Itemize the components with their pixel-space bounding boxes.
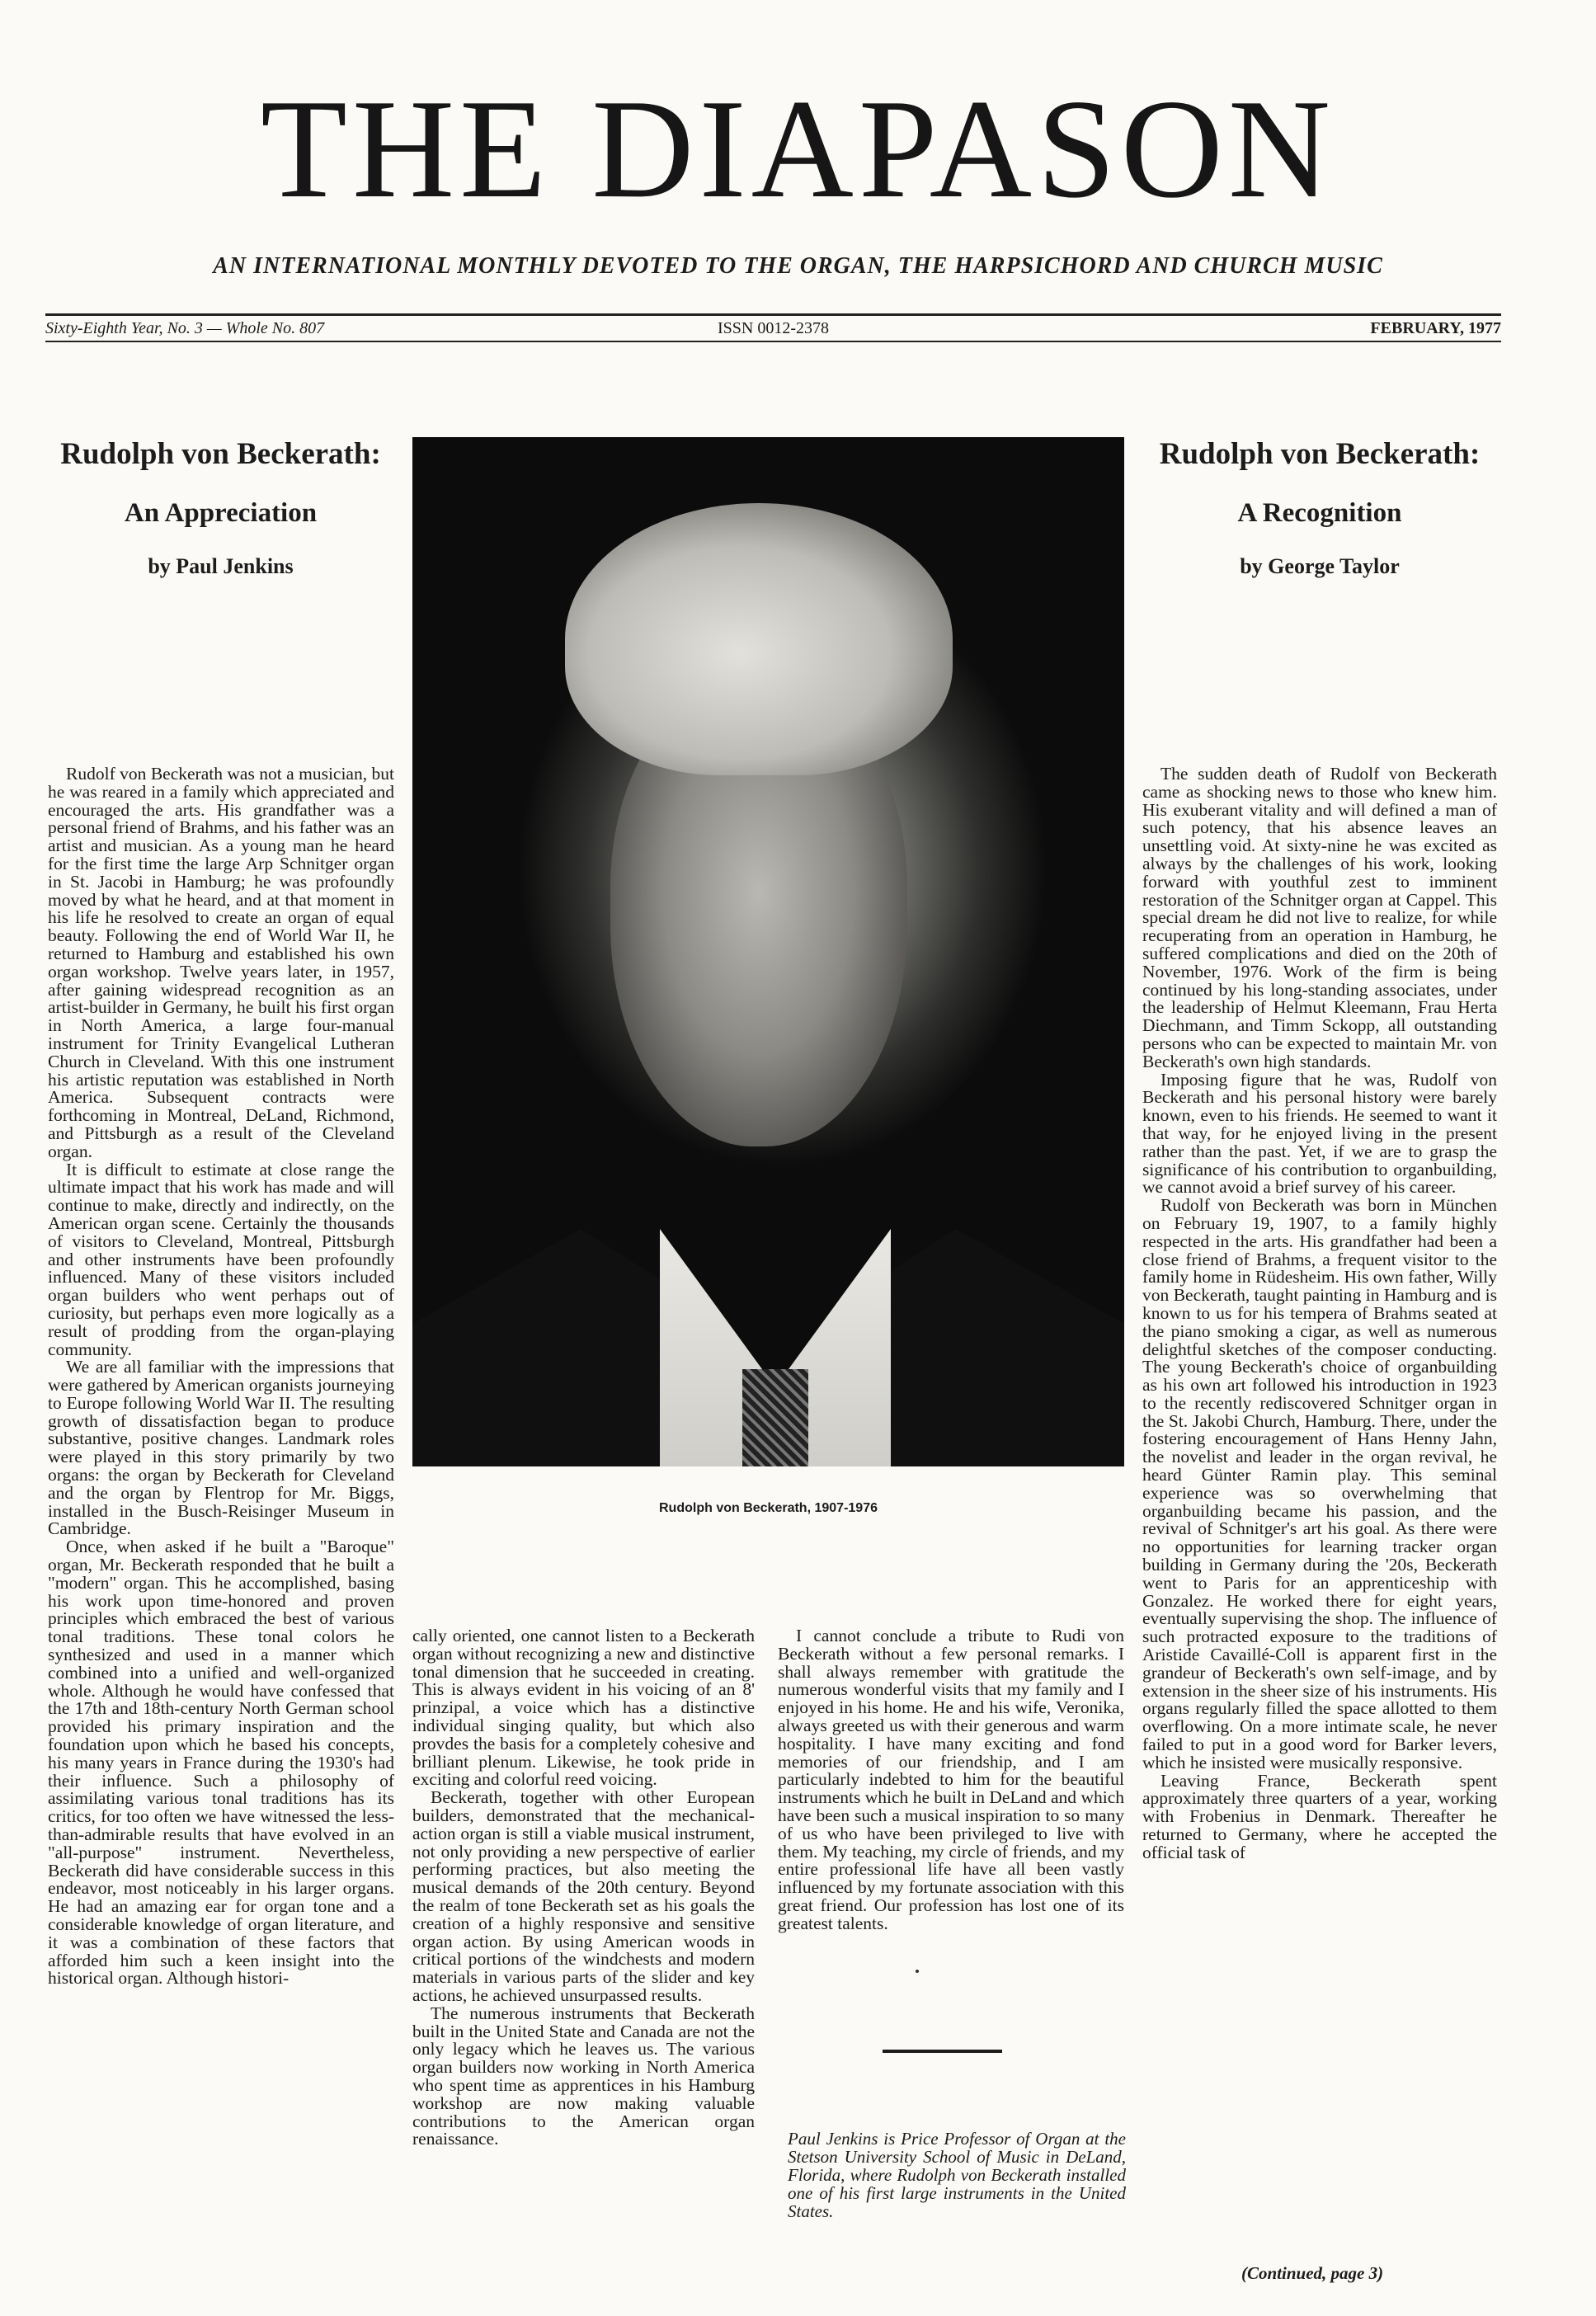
column-appreciation-2 bbox=[412, 1627, 755, 2149]
photo-coat-left bbox=[412, 1229, 693, 1466]
photo-tie bbox=[742, 1369, 808, 1466]
paragraph: Beckerath, together with other European builders, demonstrated that the mechanical-action organ is still a viable musical instrument, not only providing a new perspective of earlier performing practices, but also meeting the musical demands of the 20th century. Beyond the realm of tone Beckerath set as his goals the creation of a highly responsive and sensitive organ action. By using American woods in critical portions of the windchests and modern materials in various parts of the slider and key actions, he achieved unsurpassed results. bbox=[412, 1787, 755, 2005]
left-article-heading bbox=[45, 0, 396, 577]
section-divider bbox=[883, 2050, 1002, 2053]
paragraph: The sudden death of Rudolf von Beckerath came as shocking news to those who knew him. His exuberant vitality and will defined a man of such potency, that his absence leaves an unsettling void. At sixty-nine he was excited as always by the challenges of his work, looking forward with youthful zest to imminent restoration of the Schnitger organ at Cappel. This special dream he did not live to realize, for while recuperating from an operation in Hamburg, he suffered complications and died on the 20th of November, 1976. Work of the firm is being continued by his long-standing associates, under the leadership of Helmut Kleemann, Frau Herta Diechmann, and Timm Sckopp, all outstanding persons who can be expected to maintain Mr. von Beckerath's own high standards. bbox=[1142, 764, 1497, 1071]
issue-volume: Sixty-Eighth Year, No. 3 — Whole No. 807 bbox=[45, 319, 325, 337]
issue-date: FEBRUARY, 1977 bbox=[1370, 319, 1501, 337]
right-article-heading bbox=[1142, 0, 1497, 577]
paragraph: Rudolf von Beckerath was not a musician, but he was reared in a family which appreciated and encouraged the arts. His grandfather was a personal friend of Brahms, and his father was an artist and musician. As a young man he heard for the first time the large Arp Schnitger organ in St. Jacobi in Hamburg; he was profoundly moved by what he heard, and at that moment in his life he resolved to create an organ of equal beauty. Following the end of World War II, he returned to Hamburg and established his own organ workshop. Twelve years later, in 1957, after gaining widespread recognition as an artist-builder in Germany, he built his first organ in North America, a large four-manual instrument for Trinity Evangelical Lutheran Church in Cleveland. With this one instrument his artistic reputation was established in North America. Subsequent contracts were forthcoming in Montreal, DeLand, Richmond, and Pittsburgh as a result of the Cleveland organ. bbox=[48, 764, 394, 1161]
paragraph: It is difficult to estimate at close range the ultimate impact that his work has made and will continue to make, directly and indirectly, on the American organ scene. Certainly the thousands of visitors to Cleveland, Montreal, Pittsburgh and other instruments have been profoundly influenced. Many of these visitors included organ builders who went perhaps out of curiosity, but perhaps even more logically as a result of prodding from the organ-playing community. bbox=[48, 1159, 394, 1359]
tagline: AN INTERNATIONAL MONTHLY DEVOTED TO THE ORGAN, THE HARPSICHORD AND CHURCH MUSIC bbox=[213, 253, 1383, 279]
paragraph: The numerous instruments that Beckerath built in the United State and Canada are not the only legacy which he leaves us. The various organ builders now working in North America who spent time as apprentices in his Hamburg workshop are now making valuable contributions to the American organ renaissance. bbox=[412, 2003, 755, 2149]
portrait-photo bbox=[412, 437, 1124, 1466]
column-appreciation-3 bbox=[778, 1627, 1124, 1933]
column-appreciation-1 bbox=[48, 765, 394, 1988]
photo-hair bbox=[565, 503, 953, 775]
photo-caption: Rudolph von Beckerath, 1907-1976 bbox=[659, 1501, 878, 1515]
left-article-byline: by Paul Jenkins bbox=[148, 554, 294, 578]
paragraph: Imposing figure that he was, Rudolf von Beckerath and his personal history were barely known, even to his friends. He seemed to want it that way, for he enjoyed living in the present rather than the past. Yet, if we are to grasp the significance of his contribution to organbuilding, we cannot avoid a brief survey of his career. bbox=[1142, 1069, 1497, 1198]
column-recognition bbox=[1142, 765, 1497, 1862]
continued-link[interactable]: (Continued, page 3) bbox=[1241, 2263, 1384, 2283]
paragraph: Rudolf von Beckerath was born in München on February 19, 1907, to a family highly respected in the arts. His grandfather had been a close friend of Brahms, a frequent visitor to the family home in Rüdesheim. His own father, Willy von Beckerath, taught painting in Hamburg and is known to us for his tempera of Brahms seated at the piano smoking a cigar, as well as numerous delightful sketches of the composer conducting. The young Beckerath's choice of organbuilding as his own art followed his introduction in 1923 to the recently rediscovered Schnitger organ in the St. Jakobi Church, Hamburg. There, under the fostering encouragement of Hans Henny Jahn, the novelist and leader in the organ revival, he heard Günter Ramin play. This seminal experience was so overwhelming that organbuilding became his passion, and the revival of Schnitger's art his goal. As there were no opportunities for learning tracker organ building in Germany during the '20s, Beckerath went to Paris for an apprenticeship with Gonzalez. He worked there for eight years, eventually supervising the shop. The influence of such protracted exposure to the traditions of Aristide Cavaillé-Coll is apparent first in the grandeur of Beckerath's own self-image, and by extension in the sheer size of his instruments. His organs regularly filled the space allotted to them overflowing. On a more intimate scale, he never failed to put in a good word for Barker levers, which he insisted were musically responsive. bbox=[1142, 1195, 1497, 1772]
paragraph: Leaving France, Beckerath spent approximately three quarters of a year, working with Frobenius in Denmark. Thereafter he returned to Germany, where he accepted the official task of bbox=[1142, 1770, 1497, 1862]
right-article-subtitle: A Recognition bbox=[1237, 498, 1402, 528]
left-article-subtitle: An Appreciation bbox=[124, 498, 318, 528]
right-article-byline: by George Taylor bbox=[1240, 554, 1400, 578]
separator-dot bbox=[916, 1970, 919, 1973]
masthead-title: THE DIAPASON bbox=[260, 71, 1336, 228]
issue-issn: ISSN 0012-2378 bbox=[717, 319, 829, 337]
author-bio: Paul Jenkins is Price Professor of Organ at the Stetson University School of Music in DeLand, Florida, where Rudolph von Beckerath installed one of his first large instruments in the United States. bbox=[788, 2129, 1126, 2221]
right-article-title: Rudolph von Beckerath: bbox=[1159, 437, 1481, 471]
paragraph: Once, when asked if he built a "Baroque" organ, Mr. Beckerath responded that he built a "modern" organ. This he accomplished, basing his work upon time-honored and proven principles which embraced the best of various tonal traditions. These tonal colors he synthesized and used in a manner which combined into a unified and well-organized whole. Although he would have confessed that the 17th and 18th-century North German school provided his primary inspiration and the foundation upon which he based his concepts, his many years in France during the 1930's had their influence. Such a philosophy of assimilating various tonal traditions has its critics, for too often we have witnessed the less-than-admirable results that have evolved in an "all-purpose" instrument. Nevertheless, Beckerath did have considerable success in this endeavor, most noticeably in his larger organs. He had an amazing ear for organ tone and a considerable knowledge of organ literature, and it was a combination of these factors that afforded him such a keen insight into the historical organ. Although histori- bbox=[48, 1537, 394, 1989]
paragraph: I cannot conclude a tribute to Rudi von Beckerath without a few personal remarks. I shall always remember with gratitude the numerous wonderful visits that my family and I enjoyed in his home. He and his wife, Veronika, always greeted us with their generous and warm hospitality. I have many exciting and fond memories of our friendship, and I am particularly indebted to him for the beautiful instruments which he built in DeLand and which have been such a musical inspiration to so many of us who have been privileged to live with them. My teaching, my circle of friends, and my entire professional life have all been vastly influenced by my fortunate association with this great friend. Our profession has lost one of its greatest talents. bbox=[778, 1626, 1124, 1933]
paragraph: We are all familiar with the impressions that were gathered by American organists journeying to Europe following World War II. The resulting growth of dissatisfaction began to produce substantive, positive changes. Landmark roles were played in this story primarily by two organs: the organ by Beckerath for Cleveland and the organ by Flentrop for Mr. Biggs, installed in the Busch-Reisinger Museum in Cambridge. bbox=[48, 1357, 394, 1539]
paragraph: cally oriented, one cannot listen to a Beckerath organ without recognizing a new and distinctive tonal dimension that he succeeded in creating. This is always evident in his voicing of an 8' prinzipal, a voice which has a distinctive individual singing quality, but which also provdes the basis for a completely cohesive and brilliant plenum. Likewise, he took pride in exciting and colorful reed voicing. bbox=[412, 1626, 755, 1790]
left-article-title: Rudolph von Beckerath: bbox=[60, 437, 381, 471]
